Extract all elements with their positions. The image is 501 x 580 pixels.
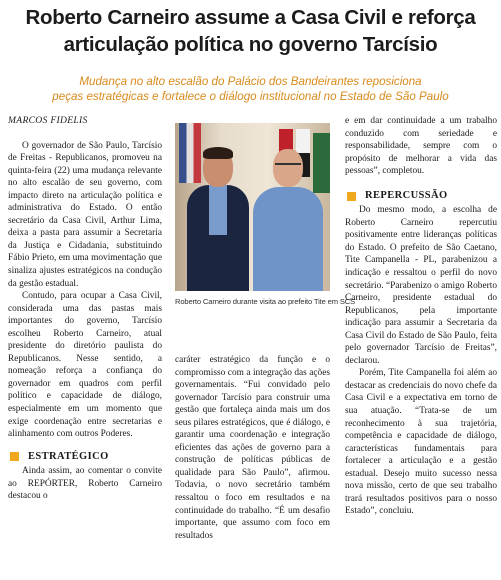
section-heading-text: ESTRATÉGICO	[28, 450, 109, 462]
article-photo	[175, 123, 330, 291]
paragraph: Contudo, para ocupar a Casa Civil, considerada uma das pastas mais importantes do governo, Tarcísio escolheu Roberto Carneiro, atual presidente do diretório paulista do Republicanos. Nesse sentido, a nomeação reforça a confiança do governador em quadros com perfil político e capacidade de diálogo, especialmente em um momento que exige coordenação entre secretarias e alinhamento com outros Poderes.	[8, 291, 162, 440]
paragraph: O governador de São Paulo, Tarcísio de Freitas - Republicanos, promoveu na quinta-feira (22) uma mudança relevante no alto escalão de seu governo, com impacto direto na articulação política e administrativa do Estado. O então secretário da Casa Civil, Arthur Lima, deixa a pasta para assumir a Secretaria da Justiça e Cidadania, substituindo Fábio Prieto, em uma movimentação que sinaliza ajustes estratégicos na condução da gestão estadual.	[8, 140, 162, 289]
flag-icon	[313, 133, 330, 193]
person-figure	[253, 187, 323, 291]
paragraph: Ainda assim, ao comentar o convite ao REPÓRTER, Roberto Carneiro destacou o	[8, 466, 162, 502]
byline: MARCOS FIDELIS	[8, 115, 88, 126]
flag-icon	[179, 123, 201, 183]
subheadline	[0, 74, 501, 104]
paragraph: caráter estratégico da função e o compromisso com a integração das ações governamentais. “Fui convidado pelo governador Tarcísio para construir uma gestão que fortaleça ainda mais um dos seus pilares estratégicos, que é diálogo, e garantir uma coordenação e integração eficientes das ações de governo para a construção de políticas públicas de qualidade para São Paulo”, afirmou. Todavia, o novo secretário também ressaltou o foco em resultados e na continuidade do trabalho. “É um desafio importante, que assumo com foco em resultados	[175, 355, 330, 541]
article-column-3	[345, 115, 497, 518]
article-column-1	[8, 115, 162, 503]
headline-line-1: Roberto Carneiro assume a Casa Civil e reforça	[25, 6, 476, 29]
paragraph: Do mesmo modo, a escolha de Roberto Carneiro repercutiu positivamente entre lideranças políticas do Estado. O prefeito de São Caetano, Tite Campanella - PL, parabenizou a indicação e ressaltou o perfil do novo secretário. “Parabenizo o amigo Roberto Carneiro, presidente estadual do Republicanos, pela importante indicação para assumir a Secretaria da Casa Civil do Estado de São Paulo, feita pelo governador Tarcísio de Freitas”, declarou.	[345, 205, 497, 366]
section-heading-text: REPERCUSSÃO	[365, 189, 448, 201]
article-column-2	[175, 354, 330, 542]
photo-caption: Roberto Carneiro durante visita ao prefeito Tite em SCS	[175, 297, 355, 306]
section-marker-icon	[347, 192, 356, 201]
subheadline-line-2: peças estratégicas e fortalece o diálogo institucional no Estado de São Paulo	[52, 90, 449, 103]
paragraph: e em dar continuidade a um trabalho conduzido com seriedade e responsabilidade, sempre com o propósito de melhorar a vida das pessoas”, completou.	[345, 116, 497, 177]
headline	[0, 4, 501, 58]
headline-line-2: articulação política no governo Tarcísio	[63, 33, 438, 56]
paragraph: Porém, Tite Campanella foi além ao destacar as credenciais do novo chefe da Casa Civil e a expectativa em torno de sua atuação. “Trata-se de um reconhecimento à sua trajetória, competência e capacidade de diálogo, características fundamentais para fortalecer a articulação e a gestão estadual. Desejo muito sucesso nessa nova missão, certo de que seu trabalho trará resultados positivos para o nosso Estado”, concluiu.	[345, 368, 497, 517]
subheadline-line-1: Mudança no alto escalão do Palácio dos Bandeirantes reposiciona	[79, 75, 422, 88]
section-heading-repercussao	[345, 190, 497, 203]
section-marker-icon	[10, 452, 19, 461]
section-heading-estrategico	[8, 451, 162, 464]
